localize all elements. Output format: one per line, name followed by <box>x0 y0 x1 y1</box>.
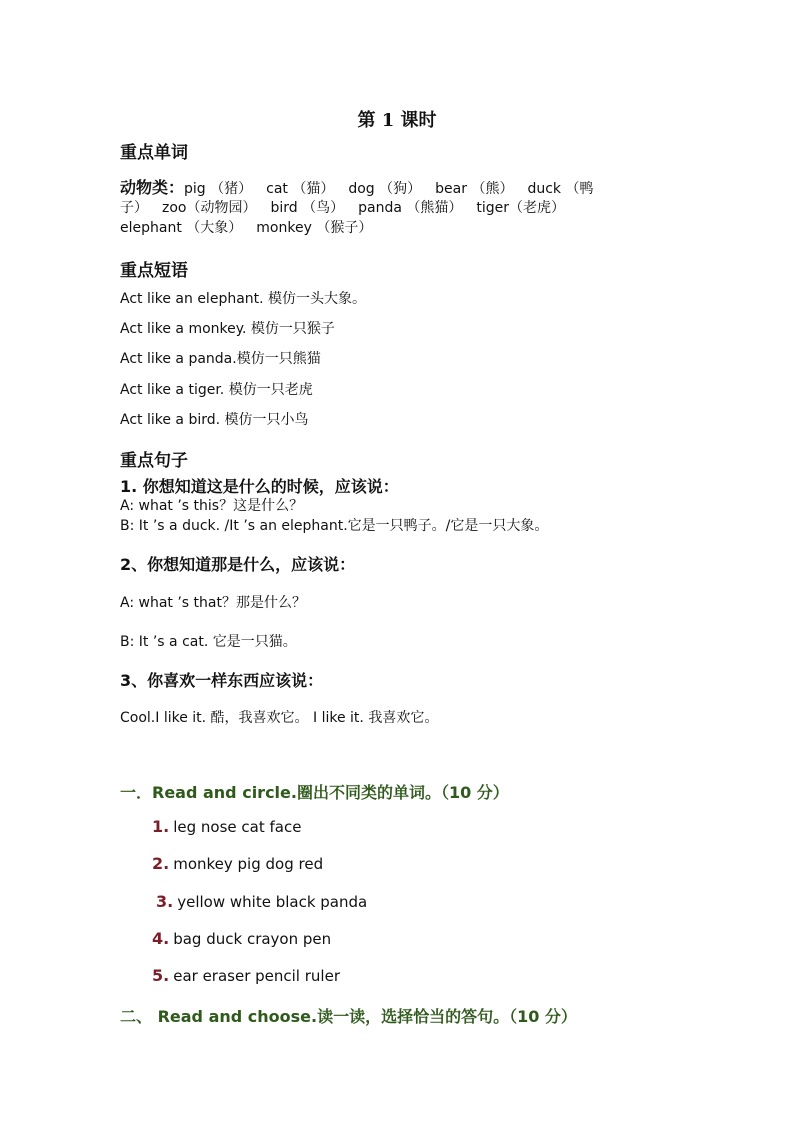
list-item <box>152 817 301 836</box>
list-item <box>152 929 331 948</box>
heading-key-sentences: 重点句子 <box>120 451 188 471</box>
answer-line: A: what ’s that？那是什么？ <box>120 595 306 611</box>
phrase-line: Act like a monkey. 模仿一只猴子 <box>120 321 335 337</box>
vocab-word: duck （鸭 <box>527 181 594 197</box>
phrase-line: Act like a tiger. 模仿一只老虎 <box>120 382 313 398</box>
item-number: 1. <box>152 817 170 836</box>
vocab-word: bear （熊） <box>435 181 514 197</box>
item-number: 4. <box>152 929 170 948</box>
vocab-word: tiger（老虎） <box>476 200 566 216</box>
vocab-word: pig （猪） <box>184 181 253 197</box>
question-3: 3、你喜欢一样东西应该说： <box>120 671 324 690</box>
item-text: yellow white black panda <box>177 893 368 911</box>
item-text: monkey pig dog red <box>173 855 324 873</box>
phrase-line: Act like a bird. 模仿一只小鸟 <box>120 412 309 428</box>
answer-line: Cool.I like it. 酷，我喜欢它。 I like it. 我喜欢它。 <box>120 710 439 726</box>
heading-key-phrases: 重点短语 <box>120 261 188 281</box>
phrase-line: Act like an elephant. 模仿一头大象。 <box>120 291 367 307</box>
list-item <box>152 966 340 985</box>
item-number: 3. <box>156 892 174 911</box>
answer-line: A: what ’s this？这是什么？ <box>120 498 304 514</box>
vocab-line-2 <box>120 198 579 218</box>
lesson-title: 第 1 课时 <box>357 110 437 131</box>
vocab-word: bird （鸟） <box>270 200 345 216</box>
vocab-word: zoo（动物园） <box>162 200 257 216</box>
question-2: 2、你想知道那是什么，应该说： <box>120 555 356 574</box>
vocab-line-1 <box>120 178 607 199</box>
item-text: leg nose cat face <box>173 818 302 836</box>
section-1-title: 一．Read and circle.圈出不同类的单词。（10 分） <box>120 783 509 802</box>
question-1: 1. 你想知道这是什么的时候，应该说： <box>120 477 399 496</box>
item-text: ear eraser pencil ruler <box>173 967 340 985</box>
list-item <box>156 892 367 911</box>
item-text: bag duck crayon pen <box>173 930 332 948</box>
vocab-line-3 <box>120 218 386 238</box>
heading-key-words: 重点单词 <box>120 143 188 163</box>
vocab-word: panda （熊猫） <box>358 200 463 216</box>
vocab-word: 子） <box>120 200 148 216</box>
list-item <box>152 854 323 873</box>
answer-line: B: It ’s a duck. /It ’s an elephant.它是一只鸭子。/它是一只大象。 <box>120 518 549 534</box>
item-number: 2. <box>152 854 170 873</box>
section-2-title: 二、 Read and choose.读一读，选择恰当的答句。（10 分） <box>120 1007 577 1026</box>
vocab-word: dog （狗） <box>348 181 422 197</box>
answer-line: B: It ’s a cat. 它是一只猫。 <box>120 634 297 650</box>
vocab-word: cat （猫） <box>266 181 335 197</box>
vocab-word: elephant （大象） <box>120 220 243 236</box>
vocab-label: 动物类： <box>120 178 185 197</box>
phrase-line: Act like a panda.模仿一只熊猫 <box>120 351 321 367</box>
item-number: 5. <box>152 966 170 985</box>
vocab-word: monkey （猴子） <box>256 220 373 236</box>
